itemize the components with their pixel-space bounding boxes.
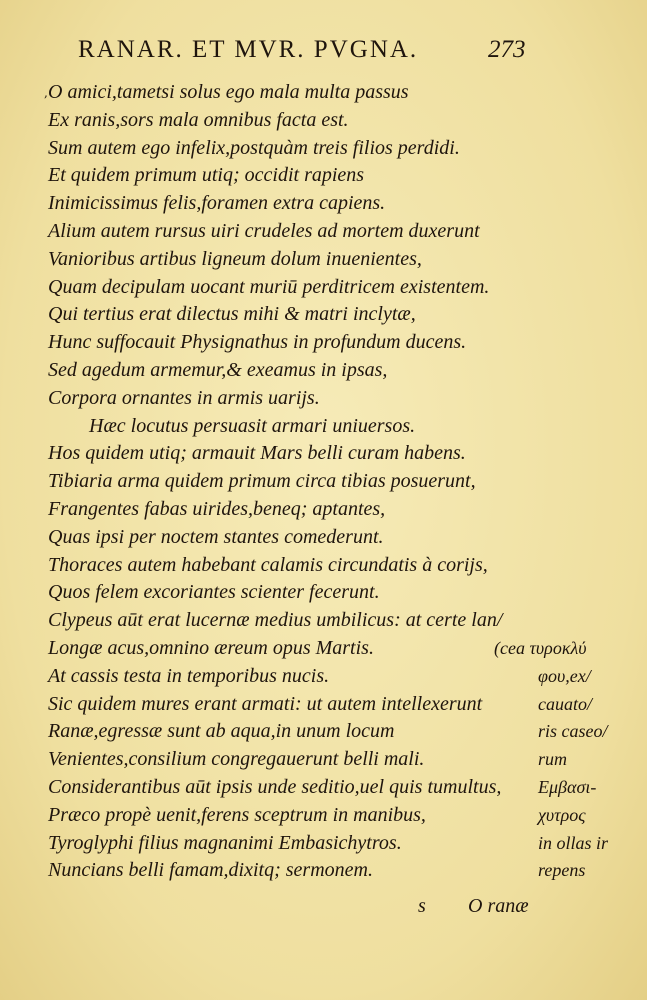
verse-line (0, 301, 647, 328)
verse-line-text: Hæc locutus persuasit armari uniuersos. (89, 414, 416, 437)
verse-line (0, 552, 647, 579)
verse-line (0, 802, 647, 829)
running-title: RANAR. ET MVR. PVGNA. (78, 36, 419, 63)
verse-line (0, 579, 647, 606)
catchword: O ranæ (468, 895, 529, 917)
verse-line (0, 635, 647, 662)
verse-line (0, 691, 647, 718)
verse-line-text: Sic quidem mures erant armati: ut autem intellexerunt (48, 692, 483, 715)
verse-line (0, 607, 647, 634)
verse-line-text: Hunc suffocauit Physignathus in profundum ducens. (48, 331, 467, 354)
verse-line (0, 857, 647, 884)
verse-line-text: Considerantibus aūt ipsis unde seditio,uel quis tumultus, (48, 776, 502, 798)
verse-line-text: Qui tertius erat dilectus mihi & matri inclytæ, (48, 303, 416, 326)
verse-line-text: At cassis testa in temporibus nucis. (48, 664, 330, 687)
verse-line-text: Frangentes fabas uirides,beneq; aptantes, (48, 498, 386, 520)
verse-line (0, 413, 647, 440)
marginal-note: Εμβασι- (538, 777, 597, 797)
verse-line (0, 663, 647, 690)
verse-line (0, 746, 647, 773)
verse-line-text: Thoraces autem habebant calamis circundatis à corijs, (48, 553, 488, 576)
verse-line (0, 329, 647, 356)
marginal-note: φου,ex/ (538, 665, 591, 686)
page-number: 273 (488, 36, 526, 63)
verse-line (0, 357, 647, 384)
verse-line-text: Corpora ornantes in armis uarijs. (48, 386, 320, 409)
verse-line-text: Longæ acus,omnino æreum opus Martis. (48, 637, 374, 659)
verse-line-text: Ranæ,egressæ sunt ab aqua,in unum locum (48, 720, 395, 743)
verse-line (0, 385, 647, 412)
verse-line-text: Ex ranis,sors mala omnibus facta est. (48, 108, 349, 131)
verse-line-text: Et quidem primum utiq; occidit rapiens (48, 164, 365, 187)
verse-line-text: Hos quidem utiq; armauit Mars belli curam habens. (48, 442, 466, 465)
verse-line (0, 524, 647, 551)
verse-line-text: Venientes,consilium congregauerunt belli mali. (48, 748, 425, 771)
verse-line (0, 107, 647, 134)
catchline (0, 895, 647, 923)
verse-line-text: O amici,tametsi solus ego mala multa passus (48, 81, 409, 103)
verse-line-text: Nuncians belli famam,dixitq; sermonem. (48, 859, 373, 882)
verse-line-text: Clypeus aūt erat lucernæ medius umbilicus: at certe lan/ (48, 609, 503, 632)
marginal-note: cauato/ (538, 693, 592, 714)
marginal-note: repens (538, 860, 586, 881)
margin-mark: , (44, 86, 48, 100)
verse-line-text: Præco propè uenit,ferens sceptrum in manibus, (48, 803, 426, 826)
marginal-note: rum (538, 749, 568, 770)
verse-line-text: Sed agedum armemur,& exeamus in ipsas, (48, 359, 388, 381)
verse-line-text: Vanioribus artibus ligneum dolum inuenientes, (48, 247, 422, 270)
verse-line-text: Quas ipsi per noctem stantes comederunt. (48, 525, 384, 548)
verse-line (0, 830, 647, 857)
verse-line-text: Quos felem excoriantes scienter fecerunt. (48, 581, 380, 604)
verse-line (0, 274, 647, 301)
verse-line (0, 718, 647, 745)
page-header (78, 36, 598, 64)
verse-line-text: Tibiaria arma quidem primum circa tibias posuerunt, (48, 470, 476, 493)
verse-line (0, 218, 647, 245)
marginal-note: ris caseo/ (538, 721, 608, 742)
verse-line-text: Alium autem rursus uiri crudeles ad mortem duxerunt (48, 220, 480, 242)
verse-line (0, 135, 647, 162)
verse-line-text: Inimicissimus felis,foramen extra capiens. (48, 192, 386, 215)
marginal-note: (cea τυροκλύ (494, 638, 587, 658)
verse-line (0, 246, 647, 273)
verse-line-text: Quam decipulam uocant muriū perditricem existentem. (48, 275, 490, 298)
verse-line (0, 774, 647, 801)
marginal-note: in ollas ir (538, 832, 609, 853)
verse-line-text: Tyroglyphi filius magnanimi Embasichytros. (48, 831, 402, 854)
verse-line (0, 468, 647, 495)
signature-mark: s (418, 895, 426, 917)
verse-line (0, 79, 647, 106)
verse-line (0, 190, 647, 217)
verse-line (0, 496, 647, 523)
verse-line-text: Sum autem ego infelix,postquàm treis filios perdidi. (48, 136, 460, 159)
verse-line (0, 440, 647, 467)
marginal-note: χυτρος (538, 804, 586, 825)
verse-line (0, 162, 647, 189)
